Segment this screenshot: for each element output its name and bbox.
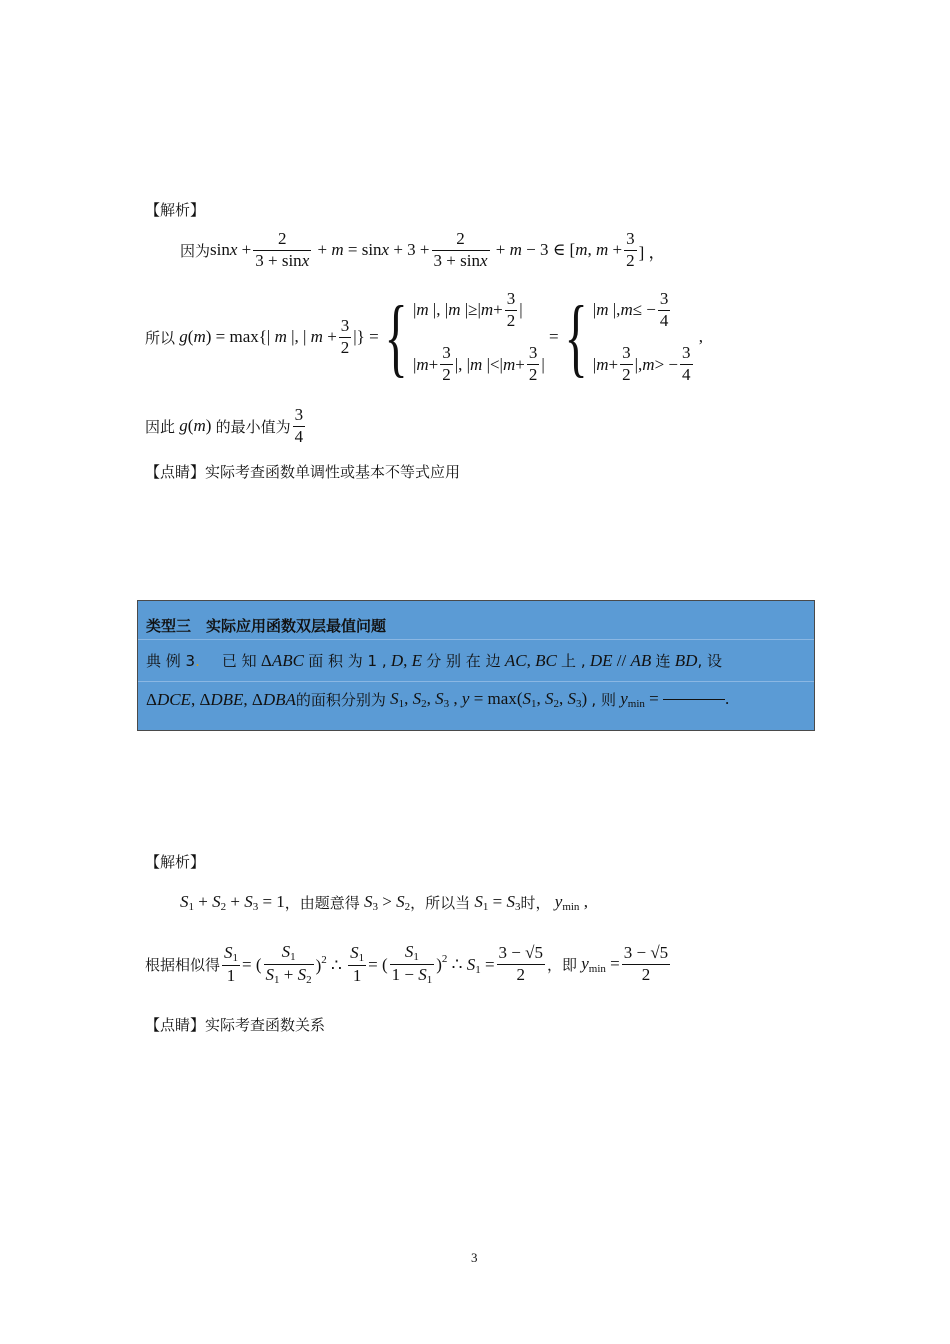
dianjing-text-2: 实际考查函数关系 xyxy=(205,1016,326,1034)
answer-blank[interactable] xyxy=(663,699,725,700)
analysis-line-3: 因此 g(m) 的最小值为 $\frac{3}{4}$ xyxy=(145,405,304,446)
box-problem-line-2: ΔDCE, ΔDBE, ΔDBA 的面积分别为 $S_1$, $S_2$, $S_3$ , $y = \max(S_1$, $S_2$, $S_3$) , 则 $y_{min}$ = . xyxy=(146,689,730,710)
page-number: 3 xyxy=(471,1250,478,1265)
analysis-line-2: 所以 g(m) = max{| m |, | m + $\frac{3}{2}$ |} = { | m |, | m |≥| m + $\frac{3}{2}$ | | m + $\frac{3}{2}$ |, | m |<| m + $\frac{3}{2}$ | = { | m |, m ≤ − $\frac{3}{4}$ | m + $\frac{3}{2}$ |, m > − $\frac{3}{4}$ , xyxy=(145,288,703,386)
problem-text-h: , 则 xyxy=(591,691,616,709)
line1-prefix: 因为 xyxy=(180,241,211,260)
line3-mid: 的最小值为 xyxy=(215,417,291,436)
dianjing-text-1: 实际考查函数单调性或基本不等式应用 xyxy=(205,463,461,481)
dianjing-2 xyxy=(145,1014,325,1035)
box-divider xyxy=(138,639,814,640)
box-divider-2 xyxy=(138,681,814,682)
analysis-label-2: 【解析】 xyxy=(145,853,206,871)
analysis2-text-b: ，所以当 xyxy=(410,894,471,912)
line2-prefix: 所以 xyxy=(145,328,176,347)
problem-text-b: 面 积 为 1 , xyxy=(308,652,387,670)
box-problem-line-1: 典 例 3 . 已 知 ΔABC 面 积 为 1 , D, E 分 别 在 边 AC, BC 上 , DE // AB 连 BD , 设 xyxy=(146,650,722,670)
problem-text-g: 的面积分别为 xyxy=(295,691,386,709)
analysis2-line-2: 根据相似得 $\frac{S_1}{1}$ = ( $\frac{S_1}{S_1 + S_2}$ )$^2$ ∴ $\frac{S_1}{1}$ = ( $\frac{S_1}{1 - S_1}$ )$^2$ ∴ $S_1$ = $\frac{3 - √5}{2}$ ，即 $y_{min}$ = $\frac{3 - √5}{2}$ xyxy=(145,942,669,987)
analysis2-prefix: 根据相似得 xyxy=(145,956,221,975)
problem-text-f: , 设 xyxy=(697,652,722,670)
problem-text-a: 已 知 xyxy=(221,652,257,670)
dianjing-label-2: 【点睛】 xyxy=(145,1016,206,1034)
dianjing-1 xyxy=(145,461,460,482)
analysis2-text-a: ，由题意得 xyxy=(284,894,360,912)
problem-text-e: 连 xyxy=(655,652,671,670)
example-label: 典 例 3 xyxy=(146,652,196,670)
analysis2-line-1: $S_1 + S_2 + S_3 = 1$ ，由题意得 $S_3 > S_2$ ，所以当 $S_1 = S_3$ 时， $y_{min}$ , xyxy=(180,892,588,913)
analysis2-mid: ，即 xyxy=(546,956,577,975)
line3-prefix: 因此 xyxy=(145,417,176,436)
dianjing-label-1: 【点睛】 xyxy=(145,463,206,481)
example-box xyxy=(137,600,815,731)
analysis2-text-c: 时， xyxy=(520,894,551,912)
analysis-label-1: 【解析】 xyxy=(145,201,206,219)
box-title: 类型三 实际应用函数双层最值问题 xyxy=(146,617,387,635)
problem-text-d: 上 , xyxy=(561,652,586,670)
problem-text-c: 分 别 在 边 xyxy=(426,652,501,670)
analysis-line-1: 因为 sinx + $\frac{2}{3 + \sin x}$ + m = sinx + 3 + $\frac{2}{3 + \sin x}$ + m − 3 ∈ [m, m + $\frac{3}{2}$ ] ， xyxy=(180,229,666,270)
